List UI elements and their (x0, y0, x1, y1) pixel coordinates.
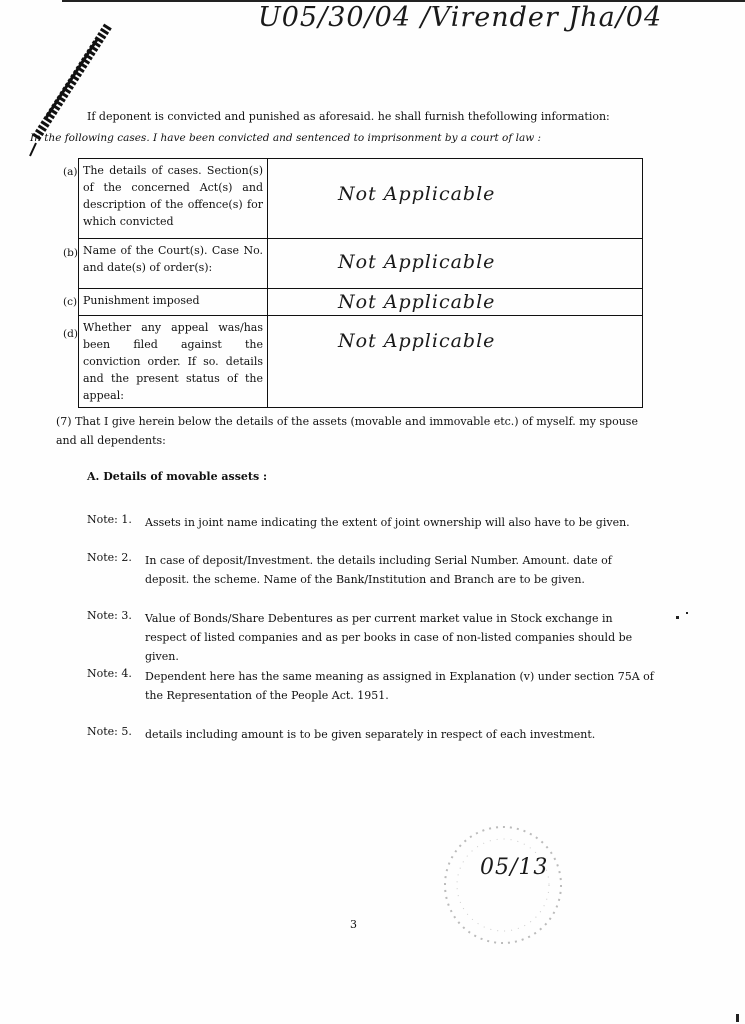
note-text: Dependent here has the same meaning as assigned in Explanation (v) under section 75A of the Representation of the People Act. 1951. (145, 670, 654, 702)
note-label: Note: 1. (87, 513, 132, 526)
handwritten-answer: Not Applicable (338, 183, 496, 205)
question-cell (79, 159, 268, 239)
row-label: (b) (63, 247, 78, 259)
cases-line: In the following cases. I have been convicted and sentenced to imprisonment by a court of law : (30, 132, 542, 144)
scan-speck (736, 1014, 739, 1022)
handwritten-reference: U05/30/04 /Virender Jha/04 (258, 2, 663, 33)
note-text: Value of Bonds/Share Debentures as per current market value in Stock exchange in respect of listed companies and as per books in case of non-listed companies should be given. (145, 612, 633, 663)
note-label: Note: 2. (87, 551, 132, 564)
assets-statement: (7) That I give herein below the details of the assets (movable and immovable etc.) of myself. my spouse and all dependents: (56, 415, 638, 447)
table-row (79, 239, 643, 289)
table-row (79, 316, 643, 408)
question-text: Punishment imposed (83, 294, 200, 307)
note-label: Note: 3. (87, 609, 132, 622)
question-text: Name of the Court(s). Case No. and date(s) of order(s): (83, 244, 263, 274)
note-text: In case of deposit/Investment. the details including Serial Number. Amount. date of deposit. the scheme. Name of the Bank/Institution and Branch are to be given. (145, 554, 612, 586)
question-cell (79, 239, 268, 289)
answer-cell (268, 316, 643, 408)
row-label: (a) (63, 166, 78, 178)
page-number: 3 (350, 918, 357, 931)
movable-assets-heading: A. Details of movable assets : (87, 470, 268, 483)
handwritten-answer: Not Applicable (338, 291, 496, 313)
row-label: (c) (63, 296, 78, 308)
table-row (79, 289, 643, 316)
conviction-table (78, 158, 643, 408)
table-row (79, 159, 643, 239)
question-text: Whether any appeal was/has been filed against the conviction order. If so. details and the present status of the appeal: (83, 321, 263, 402)
handwritten-answer: Not Applicable (338, 330, 496, 352)
note-label: Note: 5. (87, 725, 132, 738)
answer-cell (268, 159, 643, 239)
stamp-handwriting: 05/13 (480, 855, 549, 880)
question-cell (79, 289, 268, 316)
note-text: Assets in joint name indicating the extent of joint ownership will also have to be given. (145, 516, 630, 529)
answer-cell (268, 289, 643, 316)
answer-cell (268, 239, 643, 289)
question-cell (79, 316, 268, 408)
note-text: details including amount is to be given separately in respect of each investment. (145, 728, 596, 741)
row-label: (d) (63, 328, 78, 340)
intro-line: If deponent is convicted and punished as aforesaid. he shall furnish thefollowing information: (87, 110, 610, 123)
handwritten-answer: Not Applicable (338, 251, 496, 273)
faded-stamp-seal (428, 820, 578, 950)
note-label: Note: 4. (87, 667, 132, 680)
scan-speck (686, 612, 688, 614)
question-text: The details of cases. Section(s) of the concerned Act(s) and description of the offence(s) for which convicted (83, 164, 263, 228)
scan-speck (676, 616, 679, 619)
